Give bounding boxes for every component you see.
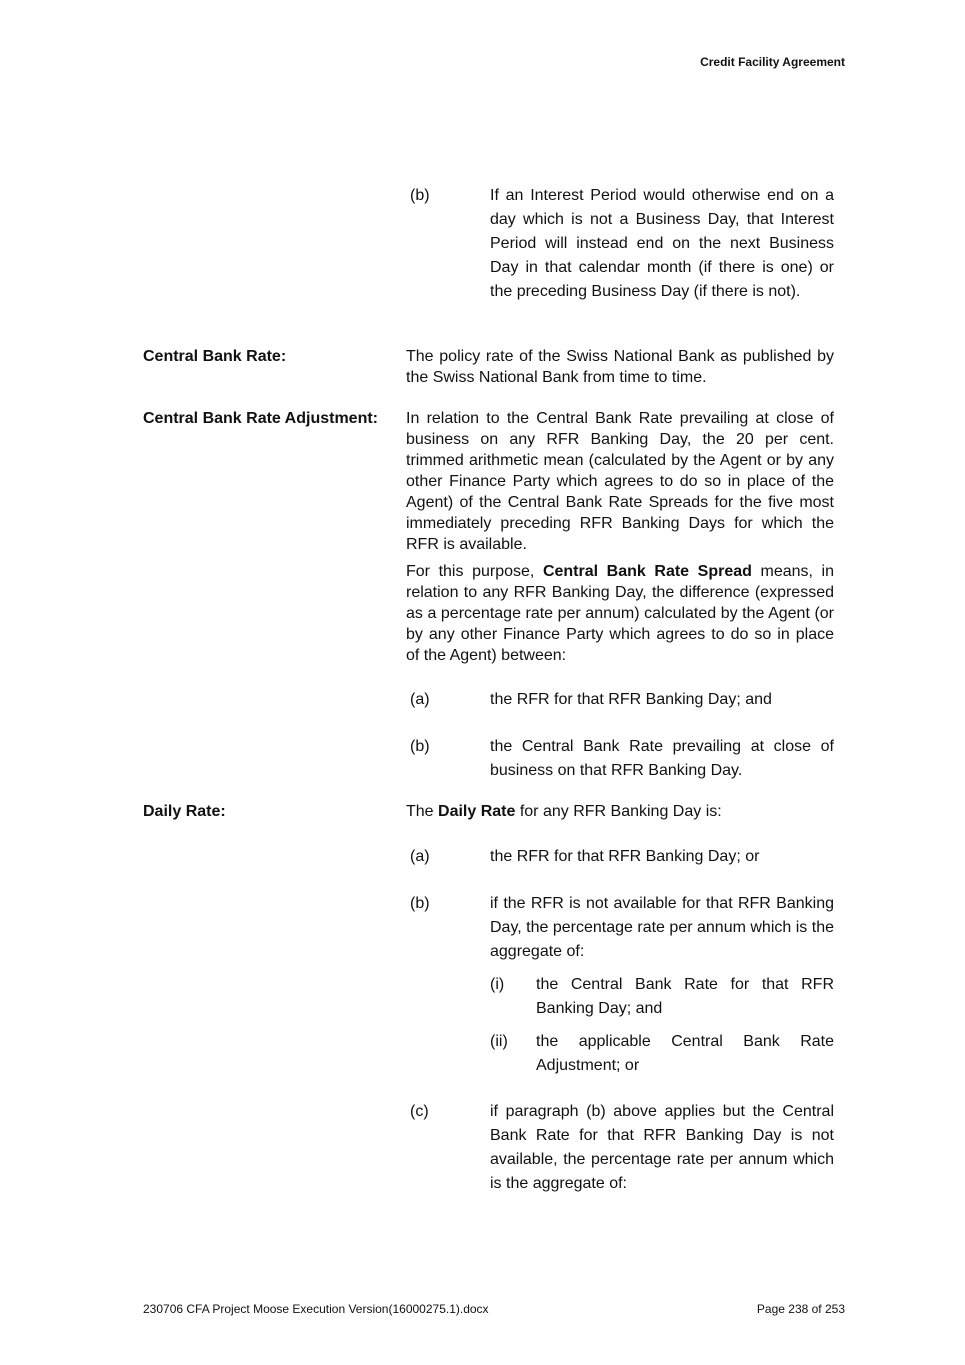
list-item-text: If an Interest Period would otherwise end on a day which is not a Business Day, that Interest Period will instead end on the next Business Day in that calendar month (if there is one) or the preceding Business Day (if there is not). <box>490 187 834 300</box>
footer-document-name: 230706 CFA Project Moose Execution Version(16000275.1).docx <box>143 1302 489 1316</box>
sublist-item-text: the applicable Central Bank Rate Adjustment; or <box>536 1033 834 1074</box>
definition-central-bank-rate: The policy rate of the Swiss National Bank as published by the Swiss National Bank from time to time. <box>406 348 834 386</box>
list-marker: (b) <box>410 187 430 204</box>
footer-page-number: Page 238 of 253 <box>756 1302 845 1316</box>
sublist-item-text: the Central Bank Rate for that RFR Banking Day; and <box>536 976 834 1017</box>
definition-central-bank-rate-adjustment: In relation to the Central Bank Rate prevailing at close of business on any RFR Banking Day, the 20 per cent. trimmed arithmetic mean (calculated by the Agent or by any other Finance Party which agrees to do so in place of the Agent) of the Central Bank Rate Spreads for the five most immediately preceding RFR Banking Days for which the RFR is available. <box>406 410 834 553</box>
running-header: Credit Facility Agreement <box>700 55 845 69</box>
list-marker: (a) <box>410 691 430 708</box>
list-item-text: the Central Bank Rate prevailing at close of business on that RFR Banking Day. <box>490 738 834 779</box>
list-marker: (b) <box>410 738 430 755</box>
list-item-text: the RFR for that RFR Banking Day; and <box>490 691 772 708</box>
term-central-bank-rate-adjustment: Central Bank Rate Adjustment: <box>143 410 378 427</box>
list-marker: (a) <box>410 848 430 865</box>
sublist-marker: (ii) <box>490 1033 508 1050</box>
list-item-text: if the RFR is not available for that RFR Banking Day, the percentage rate per annum which is the aggregate of: <box>490 895 834 960</box>
sublist-marker: (i) <box>490 976 505 993</box>
purpose-prefix: For this purpose, <box>406 563 543 580</box>
purpose-suffix: means, in relation to any RFR Banking Day, the difference (expressed as a percentage rate per annum) calculated by the Agent (or by any other Finance Party which agrees to do so in place of the Agent) between: <box>406 563 835 664</box>
purpose-defined-term: Central Bank Rate Spread <box>542 563 752 580</box>
list-item-text: if paragraph (b) above applies but the Central Bank Rate for that RFR Banking Day is not available, the percentage rate per annum which is the aggregate of: <box>490 1103 834 1192</box>
list-marker: (b) <box>410 895 430 912</box>
term-central-bank-rate: Central Bank Rate: <box>143 348 287 365</box>
list-item-text: the RFR for that RFR Banking Day; or <box>490 848 760 865</box>
list-marker: (c) <box>410 1103 429 1120</box>
definition-daily-rate <box>406 801 834 822</box>
daily-rate-intro-suffix: for any RFR Banking Day is: <box>515 803 722 820</box>
term-daily-rate: Daily Rate: <box>143 803 226 820</box>
daily-rate-intro-prefix: The <box>406 803 439 820</box>
daily-rate-defined-term: Daily Rate <box>438 803 516 820</box>
definition-paragraph-purpose <box>406 561 834 666</box>
